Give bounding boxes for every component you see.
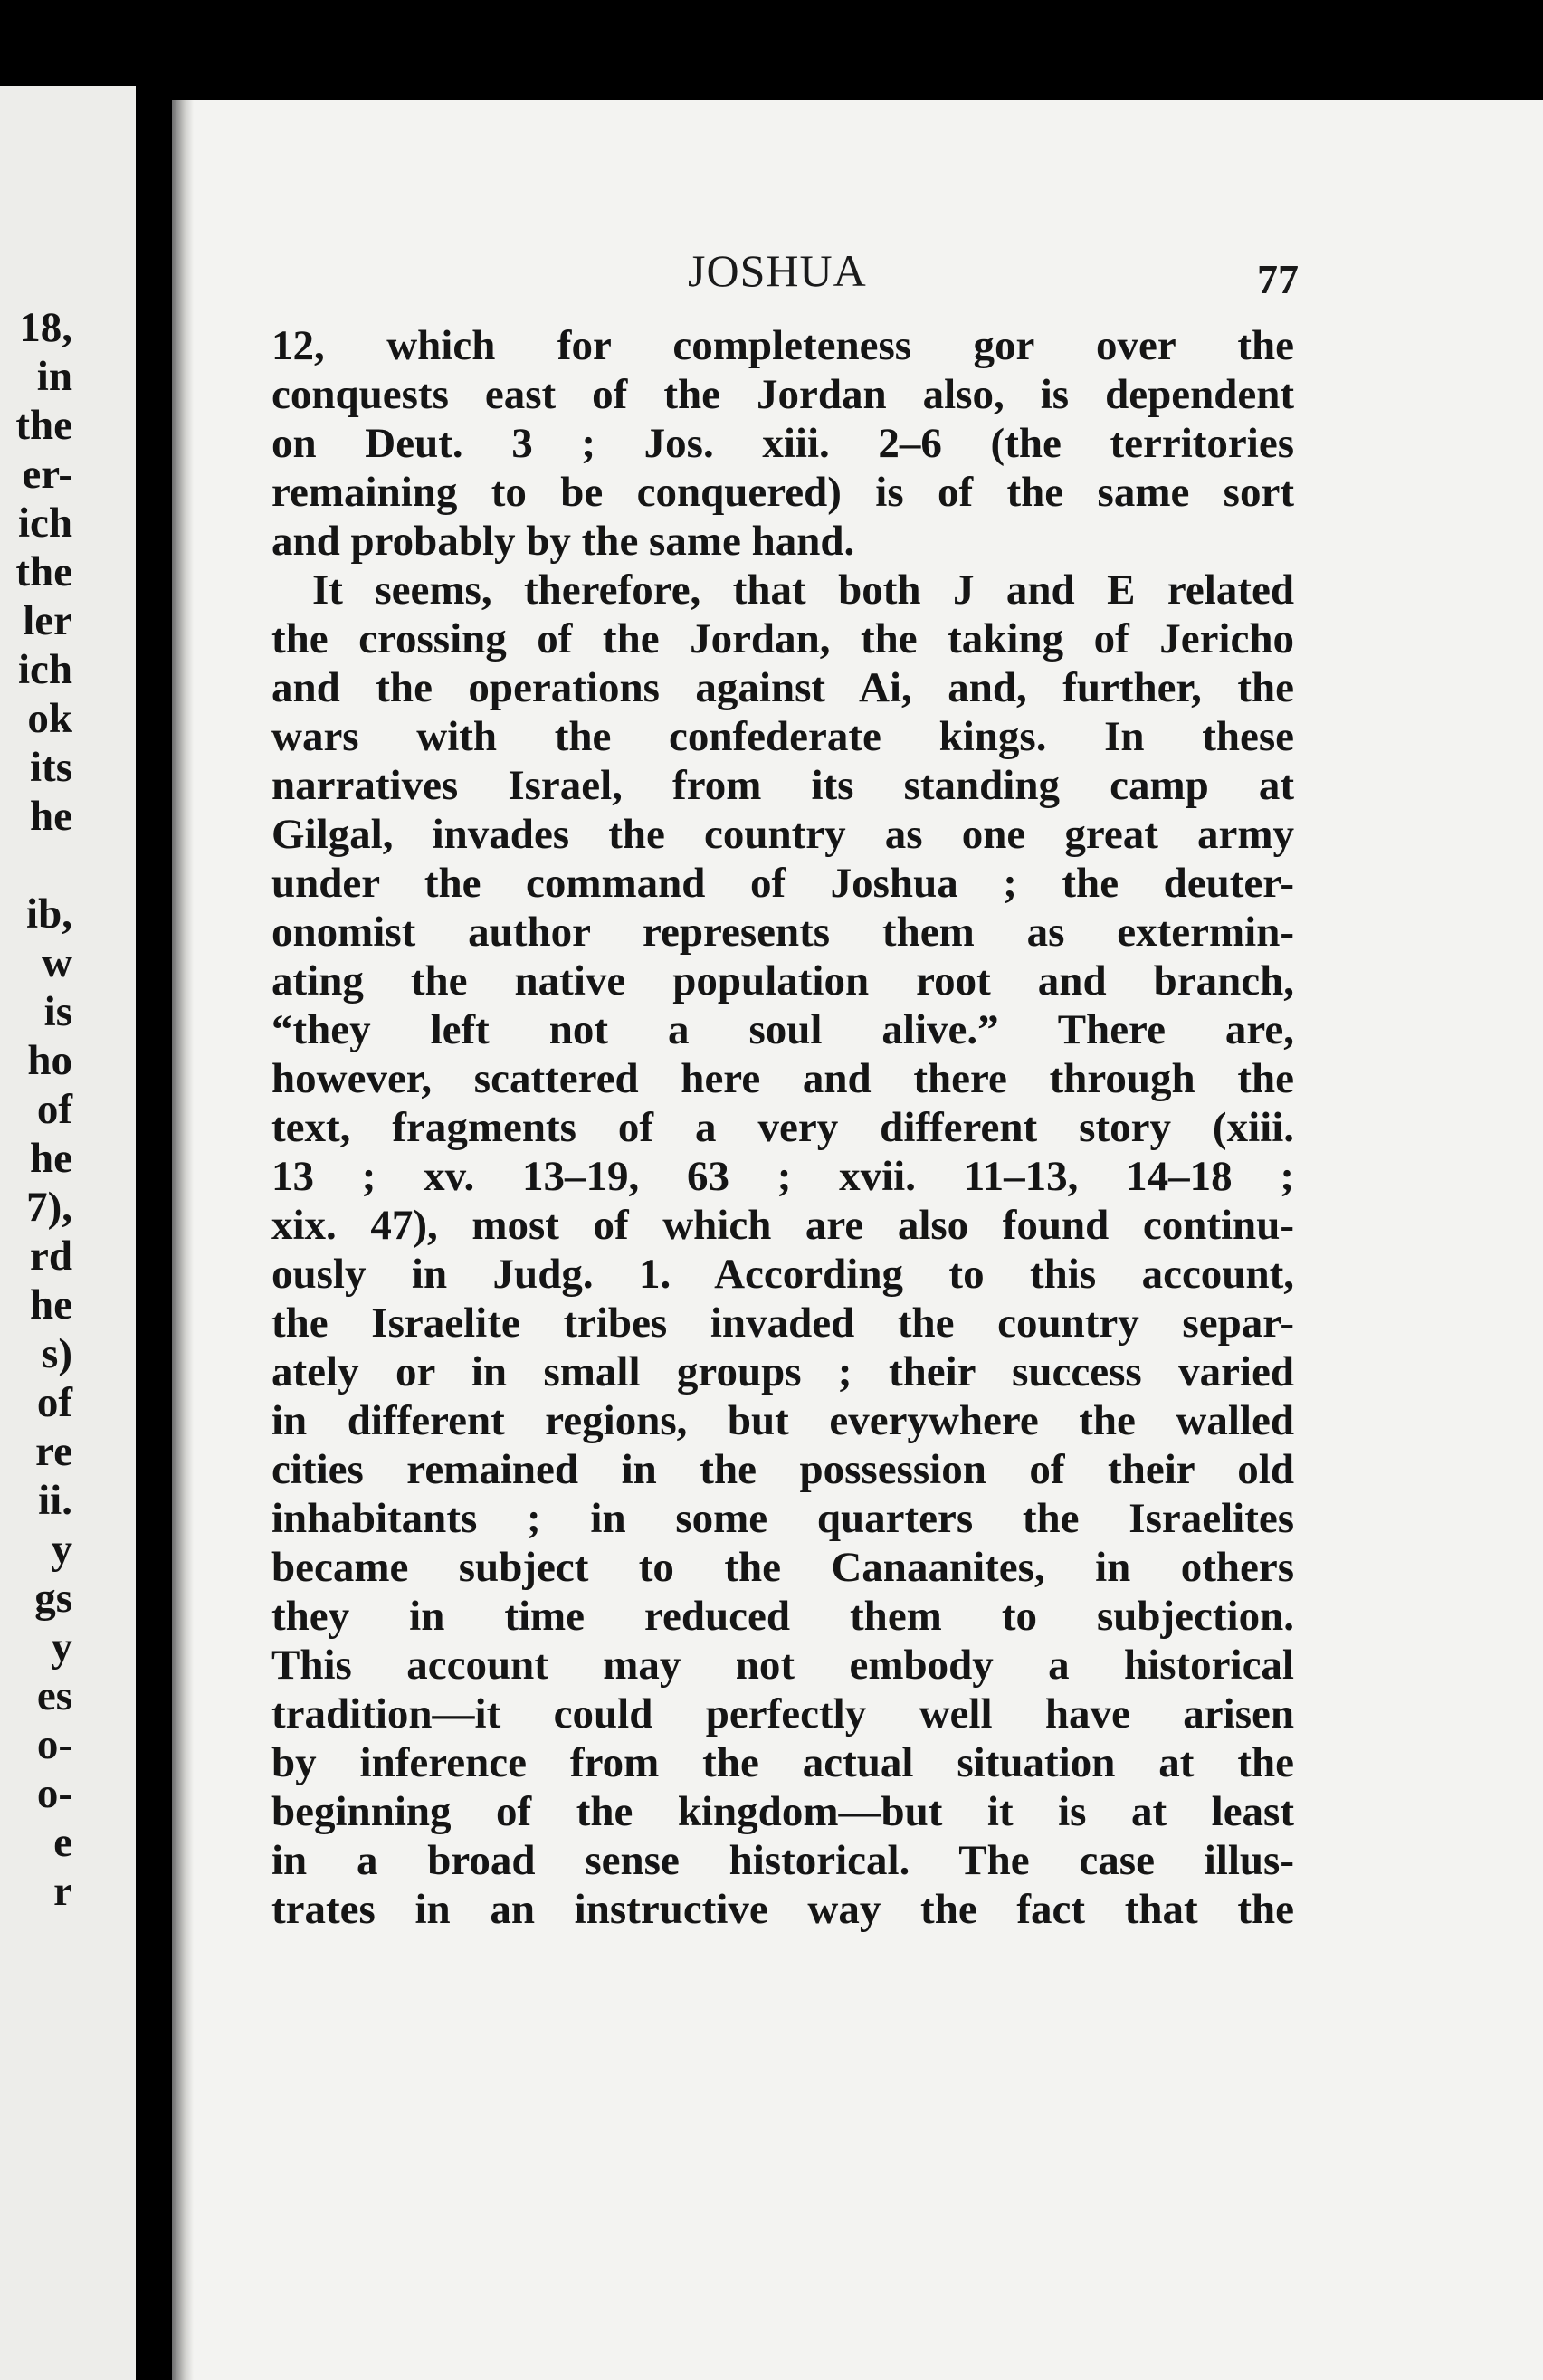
body-line: text, fragments of a very different story (xiii. (271, 1104, 1294, 1151)
margin-fragment: es (36, 1672, 72, 1719)
margin-fragment: 18, (19, 304, 72, 351)
body-line: xix. 47), most of which are also found continu- (271, 1202, 1294, 1249)
body-line: in a broad sense historical. The case illus- (271, 1837, 1294, 1884)
margin-fragment: re (35, 1428, 72, 1475)
body-line: and the operations against Ai, and, further, the (271, 664, 1294, 711)
body-line: ously in Judg. 1. According to this account, (271, 1251, 1294, 1298)
body-line: This account may not embody a historical (271, 1642, 1294, 1689)
body-line: the Israelite tribes invaded the country separ- (271, 1299, 1294, 1347)
margin-fragment: r (53, 1868, 72, 1915)
body-line: trates in an instructive way the fact that the (271, 1886, 1294, 1933)
body-line: they in time reduced them to subjection. (271, 1593, 1294, 1640)
body-line: in different regions, but everywhere the walled (271, 1397, 1294, 1444)
margin-fragment: s) (42, 1330, 72, 1377)
body-line: by inference from the actual situation at the (271, 1739, 1294, 1786)
body-line: ating the native population root and branch, (271, 957, 1294, 1004)
margin-fragment: 7), (26, 1184, 72, 1231)
margin-fragment: y (51, 1623, 72, 1671)
body-line: however, scattered here and there through the (271, 1055, 1294, 1102)
body-line: under the command of Joshua ; the deuter- (271, 860, 1294, 907)
body-line: wars with the confederate kings. In these (271, 713, 1294, 760)
margin-fragment: w (42, 939, 72, 986)
page-header (271, 244, 1299, 302)
margin-fragment: o- (36, 1770, 72, 1817)
margin-fragment: ok (27, 695, 72, 742)
margin-fragment: ich (17, 500, 72, 547)
body-line: became subject to the Canaanites, in others (271, 1544, 1294, 1591)
margin-fragment: ib, (26, 890, 72, 938)
margin-fragment: he (30, 1281, 72, 1328)
body-line: cities remained in the possession of their old (271, 1446, 1294, 1493)
margin-fragment: ler (23, 597, 72, 644)
body-line: and probably by the same hand. (271, 518, 855, 565)
margin-fragment: y (51, 1526, 72, 1573)
margin-fragment: its (30, 744, 72, 791)
margin-fragment: ho (27, 1037, 72, 1084)
margin-fragment: of (36, 1086, 72, 1133)
body-line: conquests east of the Jordan also, is dependent (271, 371, 1294, 418)
margin-fragment: rd (30, 1233, 72, 1280)
page-gutter-edge (172, 100, 194, 2380)
body-line: tradition—it could perfectly well have arisen (271, 1690, 1294, 1737)
body-line: 12, which for completeness gor over the (271, 322, 1294, 369)
margin-fragment: gs (34, 1575, 72, 1622)
body-line: Gilgal, invades the country as one great army (271, 811, 1294, 858)
body-line: remaining to be conquered) is of the same sort (271, 469, 1294, 516)
margin-fragment: he (30, 1135, 72, 1182)
margin-fragment: er- (22, 451, 72, 498)
facing-page-fragment (0, 86, 136, 2380)
body-line: onomist author represents them as extermin- (271, 909, 1294, 956)
margin-fragment: in (36, 353, 72, 400)
margin-fragment: is (43, 988, 72, 1035)
margin-fragment: the (15, 548, 72, 595)
margin-fragment: o- (36, 1721, 72, 1768)
body-line: beginning of the kingdom—but it is at least (271, 1788, 1294, 1835)
body-line: inhabitants ; in some quarters the Israelites (271, 1495, 1294, 1542)
margin-fragment: of (36, 1379, 72, 1426)
body-line: 13 ; xv. 13–19, 63 ; xvii. 11–13, 14–18 ; (271, 1153, 1294, 1200)
body-line: ately or in small groups ; their success varied (271, 1348, 1294, 1395)
margin-fragment: ii. (38, 1477, 72, 1524)
body-line: “they left not a soul alive.” There are, (271, 1006, 1294, 1053)
page-number: 77 (1257, 256, 1299, 302)
margin-fragment: he (30, 793, 72, 840)
margin-fragment: e (53, 1819, 72, 1866)
running-head: JOSHUA (688, 245, 867, 296)
body-line: the crossing of the Jordan, the taking of Jericho (271, 615, 1294, 662)
body-line: on Deut. 3 ; Jos. xiii. 2–6 (the territories (271, 420, 1294, 467)
body-line: It seems, therefore, that both J and E related (312, 566, 1294, 614)
body-line: narratives Israel, from its standing camp at (271, 762, 1294, 809)
margin-fragment: the (15, 402, 72, 449)
margin-fragment: ich (17, 646, 72, 693)
